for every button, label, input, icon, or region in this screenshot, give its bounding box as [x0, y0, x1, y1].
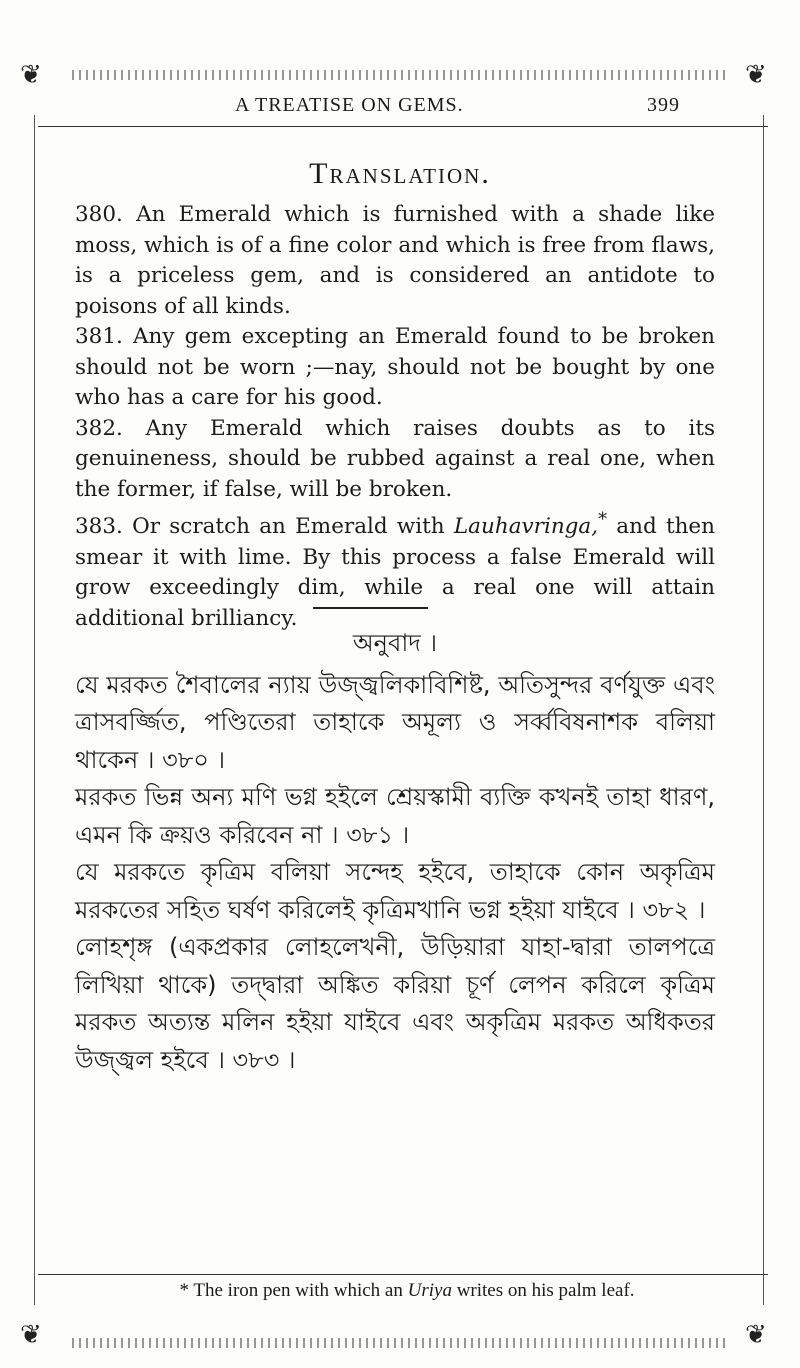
footnote-text-start: The iron pen with which an: [193, 1280, 408, 1301]
paragraph-381: 381. Any gem excepting an Emerald found to be broken should not be worn ;—nay, should not be bought by one who has a care for his good.: [75, 324, 715, 410]
footnote-text-end: writes on his palm leaf.: [451, 1280, 635, 1301]
footnote-symbol: *: [179, 1280, 189, 1301]
bengali-text: [75, 625, 715, 1079]
paragraph-382: 382. Any Emerald which raises doubts as to its genuineness, should be rubbed against a real one, when the former, if false, will be broken.: [75, 415, 715, 502]
bengali-paragraph: যে মরকতে কৃত্রিম বলিয়া সন্দেহ হইবে, তাহাকে কোন অকৃত্রিম মরকতের সহিত ঘর্ষণ করিলেই কৃত্রিমখানি ভগ্ন হইয়া যাইবে । ৩৮২ ।: [75, 858, 715, 924]
border-left: [34, 115, 35, 1305]
ornamental-border-top: [72, 70, 728, 80]
section-divider: [313, 607, 428, 609]
corner-ornament-icon: ❦: [745, 60, 767, 90]
bengali-paragraph: যে মরকত শৈবালের ন্যায় উজ্জ্বলিকাবিশিষ্ট, অতিসুন্দর বর্ণযুক্ত এবং ত্রাসবর্জ্জিত, পণ্ডিতেরা তাহাকে অমূল্য ও সর্ব্ববিষনাশক বলিয়া থাকেন । ৩৮০ ।: [75, 670, 715, 774]
border-right: [763, 115, 764, 1305]
paragraph-383: [75, 505, 715, 634]
corner-ornament-icon: ❦: [745, 1320, 767, 1350]
footnote: [62, 1280, 752, 1302]
ornamental-border-bottom: [72, 1338, 728, 1348]
bengali-paragraph: লোহশৃঙ্গ (একপ্রকার লোহলেখনী, উড়িয়ারা যাহা-দ্বারা তালপত্রে লিখিয়া থাকে) তদ্দ্বারা অঙ্কিত করিয়া চূর্ণ লেপন করিলে কৃত্রিম মরকত অত্যন্ত মলিন হইয়া যাইবে এবং অকৃত্রিম মরকত অধিকতর উজ্জ্বল হইবে । ৩৮৩ ।: [75, 933, 715, 1074]
footnote-italic: Uriya: [407, 1280, 452, 1301]
corner-ornament-icon: ❦: [20, 60, 42, 90]
footnote-marker: *: [598, 509, 608, 530]
paragraph-383-start: 383. Or scratch an Emerald with: [75, 514, 454, 540]
bengali-paragraph: মরকত ভিন্ন অন্য মণি ভগ্ন হইলে শ্রেয়স্কামী ব্যক্তি কখনই তাহা ধারণ, এমন কি ক্রয়ও করিবেন না । ৩৮১ ।: [75, 783, 715, 849]
paragraph-383-end: and then smear it with lime. By this process a false Emerald will grow exceedingly dim, while a real one will attain additional brilliancy.: [75, 514, 716, 631]
page-header: [70, 92, 680, 120]
page-number: 399: [647, 94, 680, 116]
running-title: A TREATISE ON GEMS.: [235, 94, 464, 116]
footnote-rule: [38, 1274, 768, 1275]
corner-ornament-icon: ❦: [20, 1320, 42, 1350]
bengali-heading: অনুবাদ ।: [352, 629, 438, 657]
english-translation: [75, 200, 715, 634]
header-rule: [38, 126, 768, 127]
section-title: Translation.: [309, 157, 491, 190]
italic-term: Lauhavringa,: [453, 514, 599, 540]
paragraph-380: 380. An Emerald which is furnished with a shade like moss, which is of a fine color and which is free from flaws, is a priceless gem, and is considered an antidote to poisons of all kinds.: [75, 202, 715, 319]
